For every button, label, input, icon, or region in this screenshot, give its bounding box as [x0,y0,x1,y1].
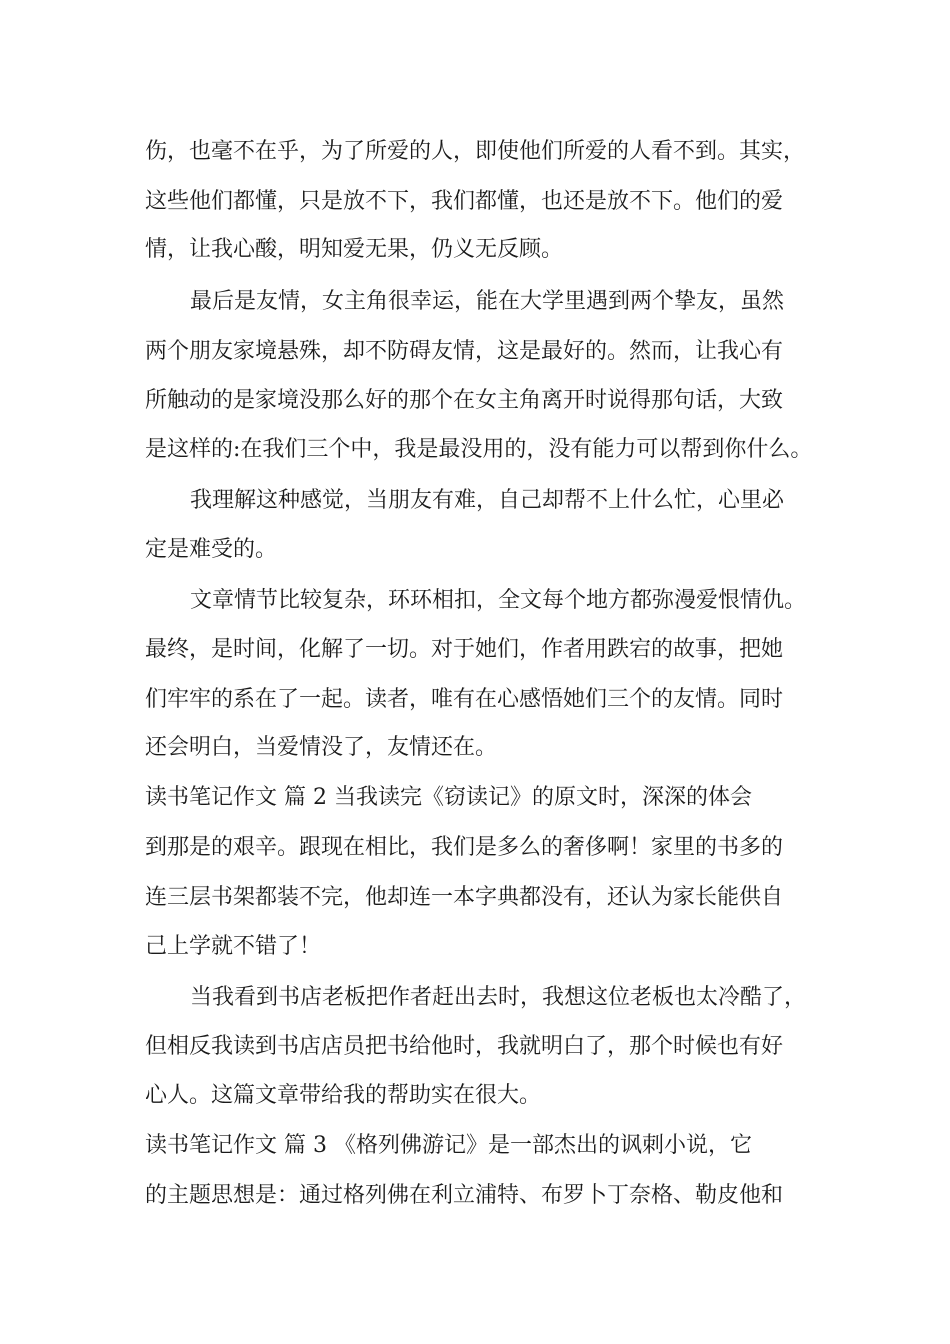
text-line: 所触动的是家境没那么好的那个在女主角离开时说得那句话，大致 [145,388,784,413]
text-line: 己上学就不错了！ [145,934,322,959]
text-line: 情，让我心酸，明知爱无果，仍义无反顾。 [145,237,564,262]
text-line: 心人。这篇文章带给我的帮助实在很大。 [145,1083,542,1108]
text-line: 这些他们都懂，只是放不下，我们都懂，也还是放不下。他们的爱 [145,189,784,214]
text-line: 最后是友情，女主角很幸运，能在大学里遇到两个挚友，虽然 [190,289,785,314]
text-line: 最终，是时间，化解了一切。对于她们，作者用跌宕的故事，把她 [145,637,784,662]
text-line: 们牢牢的系在了一起。读者，唯有在心感悟她们三个的友情。同时 [145,687,784,712]
text-line: 当我看到书店老板把作者赶出去时，我想这位老板也太冷酷了， [190,985,807,1010]
text-line: 定是难受的。 [145,537,278,562]
text-line: 伤，也毫不在乎，为了所爱的人，即使他们所爱的人看不到。其实， [145,139,806,164]
section-heading-line: 读书笔记作文 篇 3 《格列佛游记》是一部杰出的讽刺小说，它 [145,1133,752,1158]
text-line: 到那是的艰辛。跟现在相比，我们是多么的奢侈啊！家里的书多的 [145,835,784,860]
text-line: 的主题思想是：通过格列佛在利立浦特、布罗卜丁奈格、勒皮他和 [145,1183,784,1208]
section-heading-line: 读书笔记作文 篇 2 当我读完《窃读记》的原文时，深深的体会 [145,785,752,810]
text-line: 还会明白，当爱情没了，友情还在。 [145,735,498,760]
text-line: 我理解这种感觉，当朋友有难，自己却帮不上什么忙，心里必 [190,488,785,513]
text-line: 文章情节比较复杂，环环相扣，全文每个地方都弥漫爱恨情仇。 [190,588,807,613]
text-line: 但相反我读到书店店员把书给他时，我就明白了，那个时候也有好 [145,1034,784,1059]
text-line: 是这样的:在我们三个中，我是最没用的，没有能力可以帮到你什么。 [145,437,813,462]
text-line: 两个朋友家境悬殊，却不防碍友情，这是最好的。然而，让我心有 [145,339,784,364]
text-line: 连三层书架都装不完，他却连一本字典都没有，还认为家长能供自 [145,885,784,910]
